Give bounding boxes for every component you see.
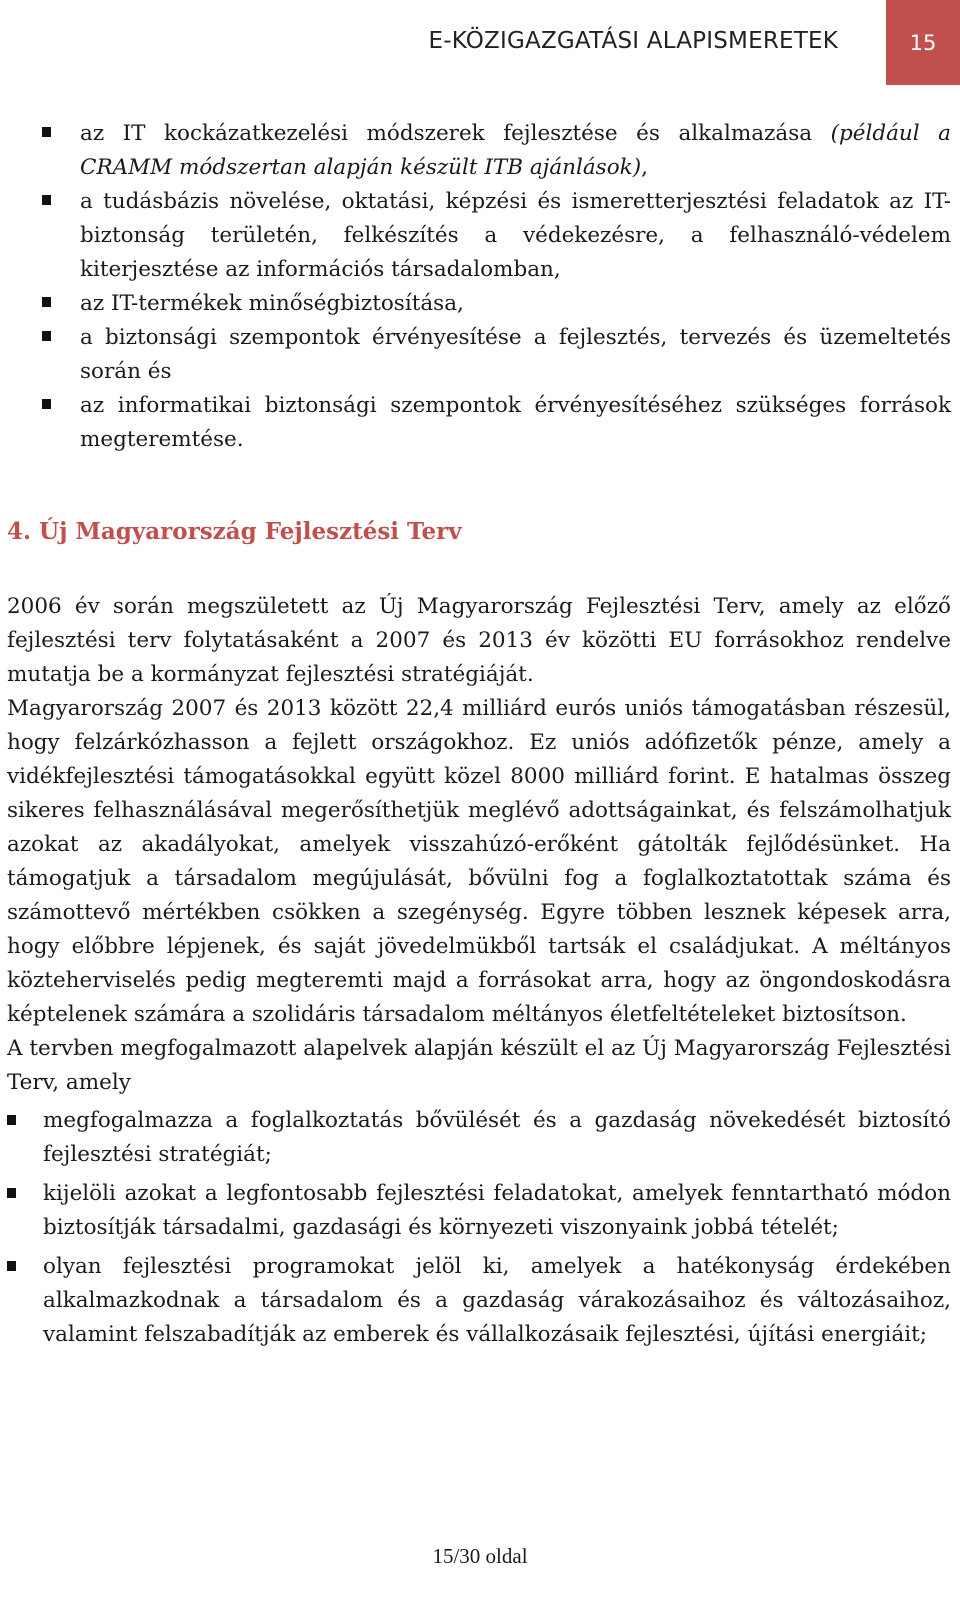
list-item-tail: , [641, 155, 648, 180]
square-bullet-icon [42, 297, 51, 307]
list-item-text: olyan fejlesztési programokat jelöl ki, amelyek a hatékonyság érdekében alkalmazkodnak a társadalom és a gazdaság várakozásaihoz és változásaihoz, valamint felszabadítják az emberek és vállalkozásaik fejlesztési, újítási energiáit; [43, 1254, 951, 1347]
square-bullet-icon [42, 331, 51, 341]
list-item-text: kijelöli azokat a legfontosabb fejlesztési feladatokat, amelyek fenntartható módon biztosítják társadalmi, gazdasági és környezeti viszonyaink jobbá tételét; [43, 1181, 951, 1240]
plan-bullet-list [7, 1104, 951, 1352]
paragraph: Magyarország 2007 és 2013 között 22,4 milliárd eurós uniós támogatásban részesül, hogy felzárkózhasson a fejlett országokhoz. Ez uniós adófizetők pénze, amely a vidékfejlesztési támogatásokkal együtt közel 8000 milliárd forint. E hatalmas összeg sikeres felhasználásával megerősíthetjük meglévő adottságainkat, és felszámolhatjuk azokat az akadályokat, amelyek visszahúzó-erőként gátolták fejlődésünket. Ha támogatjuk a társadalom megújulását, bővülni fog a foglalkoztatottak száma és számottevő mértékben csökken a szegénység. Egyre többen lesznek képesek arra, hogy előbbre lépjenek, és saját jövedelmükből tartsák el családjukat. A méltányos közteherviselés pedig megteremti majd a forrásokat arra, hogy az öngondoskodásra képtelenek számára a szolidáris társadalom méltányos életfeltételeket biztosítson. [7, 696, 951, 1027]
list-item-text: a biztonsági szempontok érvényesítése a fejlesztés, tervezés és üzemeltetés során és [80, 325, 951, 384]
list-item-text: a tudásbázis növelése, oktatási, képzési és ismeretterjesztési feladatok az IT- biztonság területén, felkészítés a védekezésre, a felhasználó-védelem kiterjesztése az információs társadalomban, [80, 189, 951, 282]
square-bullet-icon [7, 1188, 16, 1198]
list-item [80, 185, 951, 287]
list-item [80, 287, 951, 321]
square-bullet-icon [7, 1261, 16, 1271]
square-bullet-icon [42, 127, 51, 137]
paragraph: A tervben megfogalmazott alapelvek alapján készült el az Új Magyarország Fejlesztési Terv, amely [7, 1036, 951, 1095]
square-bullet-icon [7, 1115, 16, 1125]
page-header-title: E-KÖZIGAZGATÁSI ALAPISMERETEK [428, 28, 838, 54]
list-item [43, 1177, 951, 1245]
list-item-text: az IT kockázatkezelési módszerek fejlesztése és alkalmazása [80, 121, 831, 146]
square-bullet-icon [42, 399, 51, 409]
list-item [80, 117, 951, 185]
paragraph: 2006 év során megszületett az Új Magyarország Fejlesztési Terv, amely az előző fejlesztési terv folytatásaként a 2007 és 2013 év közötti EU forrásokhoz rendelve mutatja be a kormányzat fejlesztési stratégiáját. [7, 594, 951, 687]
section-body [7, 590, 951, 1357]
page-footer: 15/30 oldal [432, 1544, 528, 1568]
list-item-italic: (például a CRAMM módszertan alapján készült ITB ajánlások) [80, 121, 951, 180]
square-bullet-icon [42, 195, 51, 205]
list-item [80, 321, 951, 389]
top-bullet-list [0, 117, 960, 457]
list-item-text: megfogalmazza a foglalkoztatás bővülését és a gazdaság növekedését biztosító fejlesztési stratégiát; [43, 1108, 951, 1167]
section-heading: 4. Új Magyarország Fejlesztési Terv [7, 518, 462, 545]
list-item [80, 389, 951, 457]
list-item-text: az IT-termékek minőségbiztosítása, [80, 291, 464, 316]
list-item-text: az informatikai biztonsági szempontok érvényesítéséhez szükséges források megteremtése. [80, 393, 951, 452]
list-item [43, 1104, 951, 1172]
list-item [43, 1250, 951, 1352]
page-number-tab: 15 [886, 0, 960, 85]
